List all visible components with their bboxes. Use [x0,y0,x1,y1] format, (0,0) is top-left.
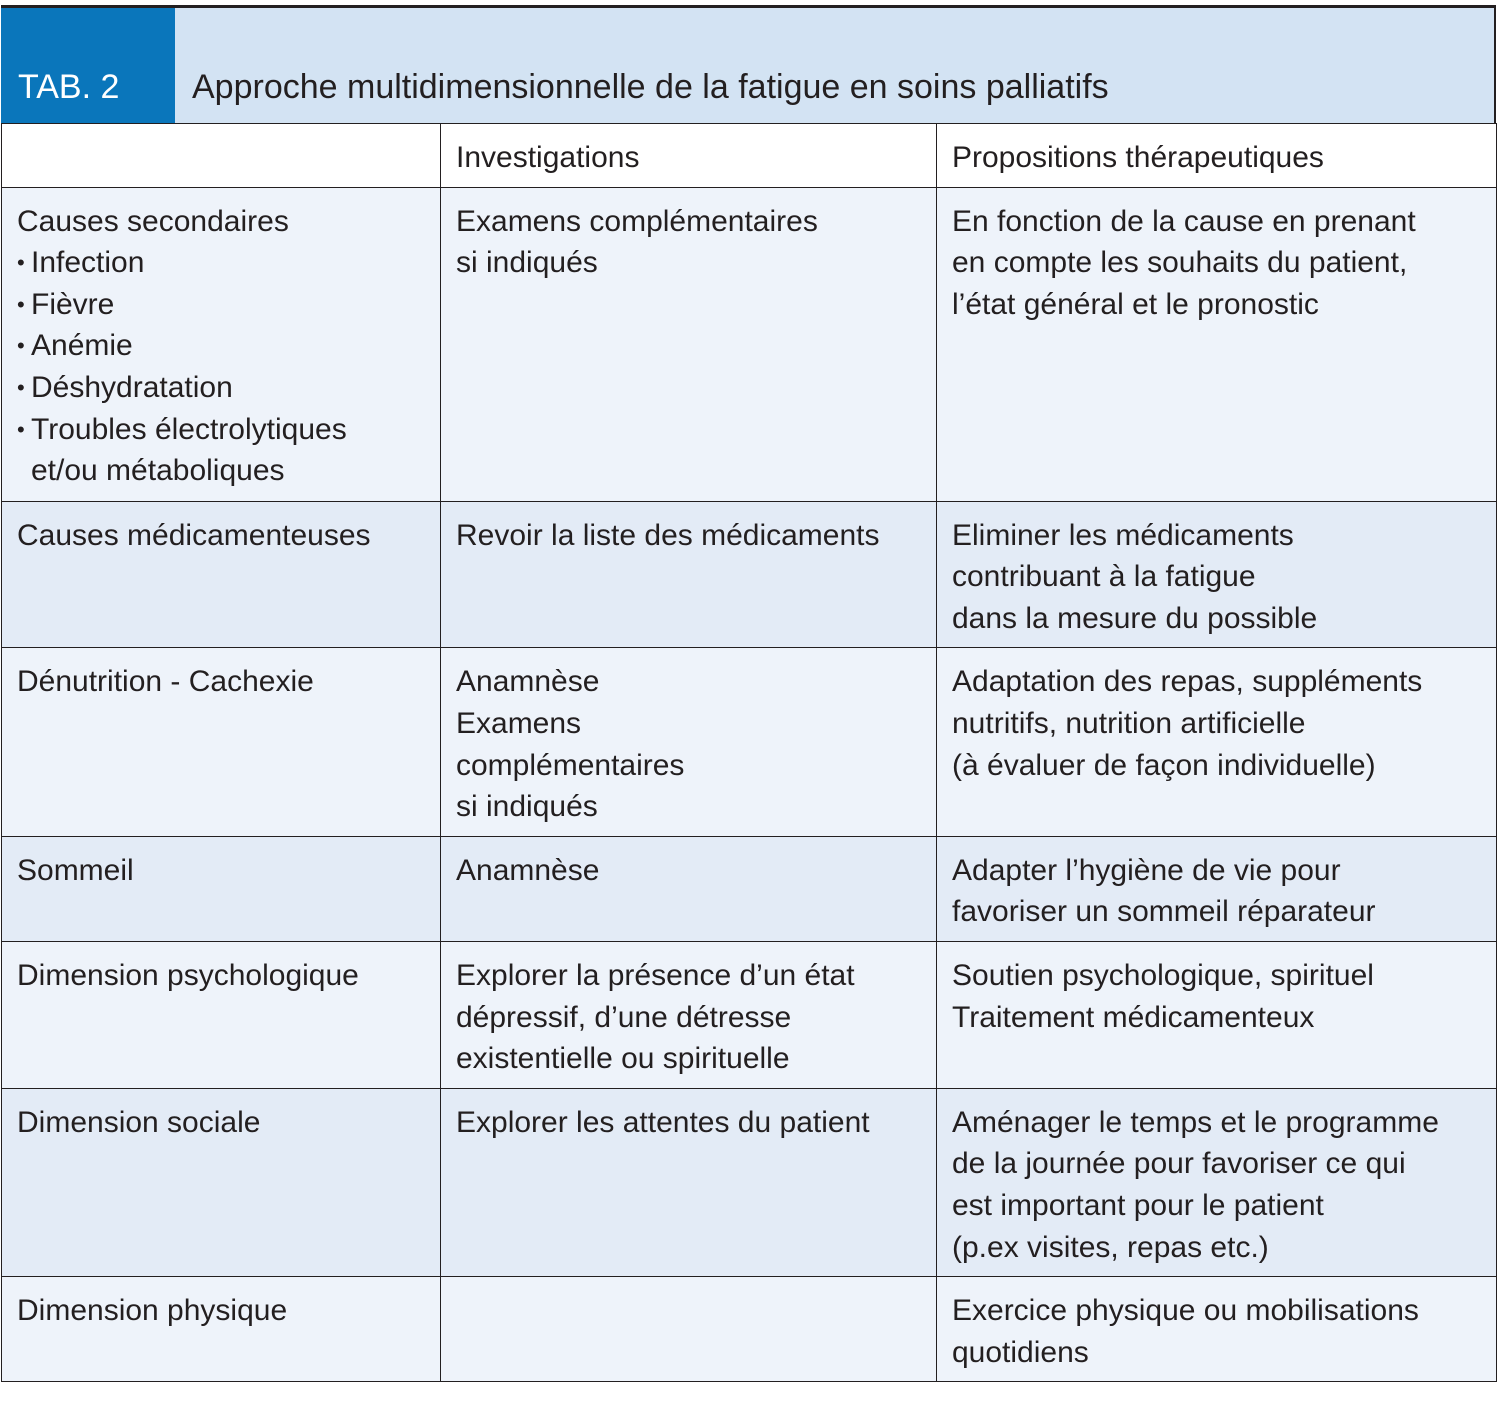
row-label-cell [2,187,441,501]
investigations-cell [441,941,937,1088]
cell-line: contribuant à la fatigue [952,560,1256,594]
table-row [2,501,1497,648]
cell-line: complémentaires [456,748,685,782]
investigations-cell [441,1088,937,1276]
row-label: Dénutrition - Cachexie [17,665,314,699]
propositions-cell [937,1088,1497,1276]
cell-line: nutritifs, nutrition artificielle [952,706,1306,740]
bullet-item: • Anémie [17,325,425,367]
propositions-cell [937,836,1497,941]
table-row [2,1277,1497,1382]
investigations-cell [441,187,937,501]
cell-line: Revoir la liste des médicaments [456,518,880,552]
cell-line: favoriser un sommeil réparateur [952,895,1376,929]
cell-line: si indiqués [456,246,598,280]
table-row [2,648,1497,836]
cell-line: dans la mesure du possible [952,601,1318,635]
header-cell-investigations: Investigations [441,124,937,188]
cell-line: Adaptation des repas, suppléments [952,665,1423,699]
row-label: Dimension sociale [17,1105,261,1139]
cell-line: (à évaluer de façon individuelle) [952,748,1376,782]
row-label: Causes médicamenteuses [17,518,371,552]
row-label: Causes secondaires [17,204,289,238]
header-cell-propositions: Propositions thérapeutiques [937,124,1497,188]
row-label-cell [2,941,441,1088]
cell-line: Soutien psychologique, spirituel [952,958,1374,992]
propositions-cell [937,187,1497,501]
fatigue-table [1,123,1497,1382]
cell-line: Aménager le temps et le programme [952,1105,1439,1139]
bullet-icon: • [17,250,25,276]
bullet-icon: • [17,333,25,359]
cell-line: en compte les souhaits du patient, [952,246,1408,280]
investigations-cell [441,836,937,941]
investigations-cell [441,501,937,648]
cell-line: Explorer les attentes du patient [456,1105,870,1139]
cell-line: Exercice physique ou mobilisations [952,1294,1419,1328]
cell-line: si indiqués [456,790,598,824]
bullet-continuation: et/ou métaboliques [31,454,285,488]
cell-line: l’état général et le pronostic [952,287,1319,321]
investigations-cell [441,1277,937,1382]
cell-line: Explorer la présence d’un état [456,958,855,992]
row-label-cell [2,1277,441,1382]
row-label-cell [2,501,441,648]
cell-line: est important pour le patient [952,1188,1324,1222]
row-label-cell [2,1088,441,1276]
row-label-cell [2,836,441,941]
cell-line: Adapter l’hygiène de vie pour [952,853,1341,887]
bullet-icon: • [17,374,25,400]
cell-line: Anamnèse [456,853,600,887]
propositions-cell [937,1277,1497,1382]
table-header-row [2,124,1497,188]
cell-line: de la journée pour favoriser ce qui [952,1147,1406,1181]
cell-line: Anamnèse [456,665,600,699]
propositions-cell [937,501,1497,648]
table-row [2,836,1497,941]
table-title-bar [1,5,1496,123]
bullet-item: • Troubles électrolytiques [17,409,425,451]
bullet-icon: • [17,291,25,317]
table-row [2,1088,1497,1276]
cell-line: existentielle ou spirituelle [456,1042,790,1076]
bullet-icon: • [17,416,25,442]
propositions-cell [937,648,1497,836]
header-cell-empty [2,124,441,188]
cell-line: Traitement médicamenteux [952,1000,1315,1034]
row-label: Dimension physique [17,1294,288,1328]
table-container [1,5,1496,1382]
investigations-cell [441,648,937,836]
cell-line: (p.ex visites, repas etc.) [952,1230,1269,1264]
row-label: Dimension psychologique [17,958,359,992]
cell-line: En fonction de la cause en prenant [952,204,1416,238]
bullet-item: • Fièvre [17,284,425,326]
table-number-label: TAB. 2 [1,8,175,123]
cell-line: quotidiens [952,1335,1089,1369]
cell-line: Examens complémentaires [456,204,818,238]
cell-line: Examens [456,706,582,740]
bullet-item: • Déshydratation [17,367,425,409]
propositions-cell [937,941,1497,1088]
cell-line: dépressif, d’une détresse [456,1000,792,1034]
row-label-cell [2,648,441,836]
cell-line: Eliminer les médicaments [952,518,1294,552]
bullet-item: • Infection [17,242,425,284]
table-row [2,187,1497,501]
table-row [2,941,1497,1088]
table-title: Approche multidimensionnelle de la fatigue en soins palliatifs [175,8,1494,123]
row-label: Sommeil [17,853,134,887]
